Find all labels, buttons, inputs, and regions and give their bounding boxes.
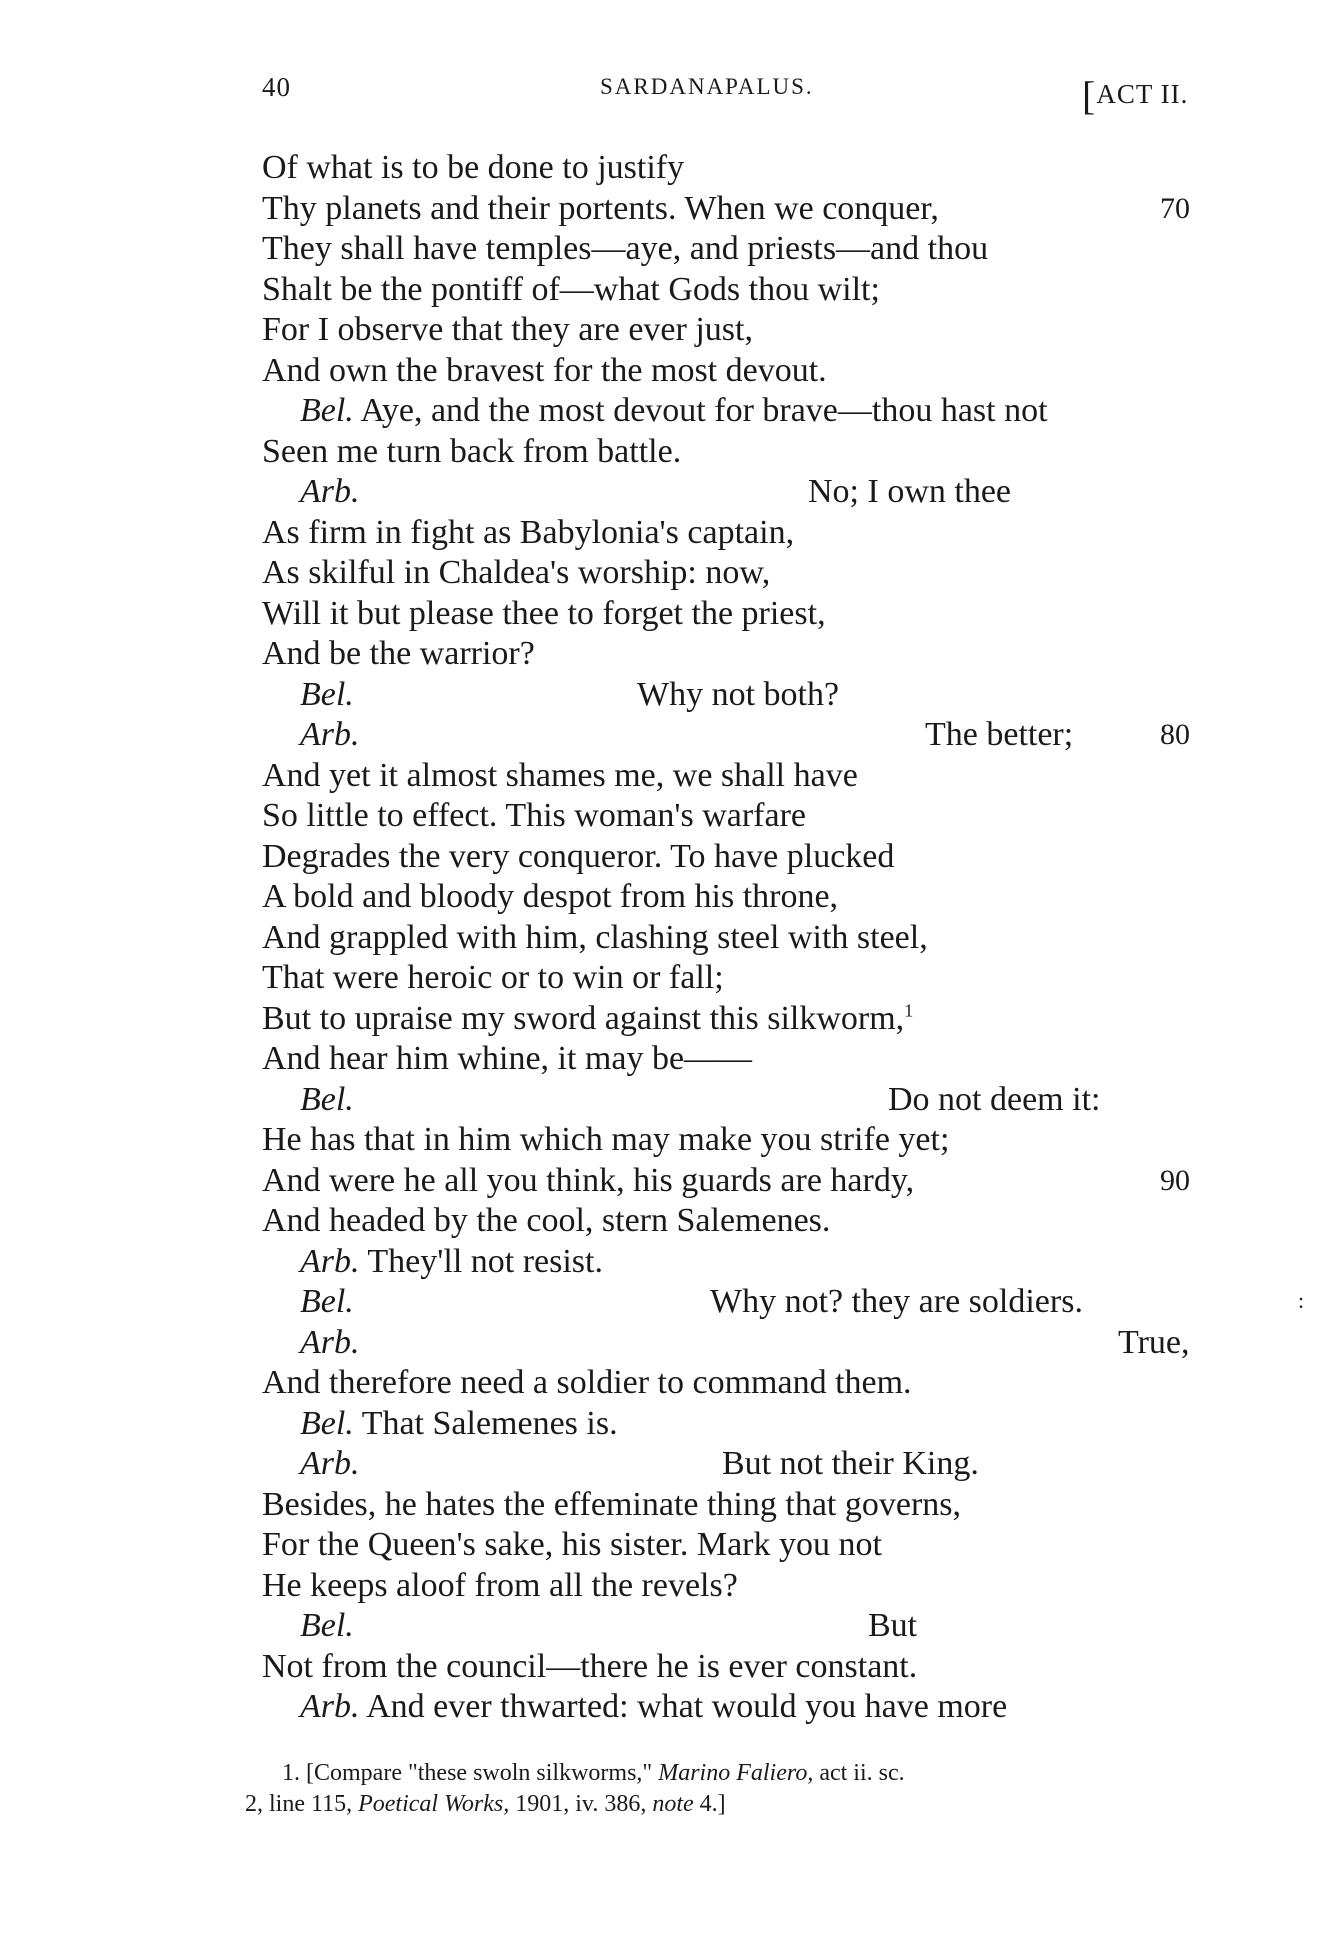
- verse-line: [0, 229, 1329, 270]
- verse-line: [0, 1444, 1329, 1485]
- line-text: And ever thwarted: what would you have more: [359, 1688, 1008, 1725]
- verse-text: [300, 1282, 354, 1323]
- verse-text: [262, 148, 684, 189]
- verse-text: [262, 1161, 914, 1202]
- verse-line: [0, 837, 1329, 878]
- footnote-text: [Compare "these swoln silkworms,": [300, 1760, 659, 1786]
- running-header: [0, 72, 1329, 118]
- verse-text: [262, 1647, 917, 1688]
- verse-text: [262, 351, 827, 392]
- line-number: 70: [1160, 191, 1190, 225]
- verse-line: [0, 715, 1329, 756]
- verse-line: [0, 1282, 1329, 1323]
- verse-text: [262, 1039, 752, 1080]
- verse-text: [300, 1687, 1007, 1728]
- verse-line: [0, 513, 1329, 554]
- margin-mark: :: [1298, 1288, 1305, 1313]
- verse-line: [0, 1525, 1329, 1566]
- verse-line: [0, 877, 1329, 918]
- footnote-text: 1901, iv. 386,: [509, 1791, 653, 1817]
- line-text: Seen me turn back from battle.: [262, 432, 682, 470]
- line-text: Besides, he hates the effeminate thing that governs,: [262, 1485, 962, 1523]
- verse-text: [300, 1606, 354, 1647]
- speaker-name: Arb.: [300, 473, 360, 510]
- line-text: And grappled with him, clashing steel with steel,: [262, 918, 928, 956]
- line-text: And yet it almost shames me, we shall have: [262, 756, 858, 794]
- speaker-name: Bel.: [300, 392, 354, 429]
- line-text: So little to effect. This woman's warfare: [262, 797, 806, 834]
- verse-line: [0, 1039, 1329, 1080]
- line-text: Aye, and the most devout for brave—thou hast not: [353, 392, 1048, 429]
- footnote-text: act ii. sc.: [813, 1760, 905, 1786]
- verse-text: [262, 310, 753, 351]
- line-text: Of what is to be done to justify: [262, 149, 685, 186]
- line-text: But to upraise my sword against this silkworm,: [262, 999, 905, 1037]
- verse-line: [0, 1404, 1329, 1445]
- verse-text: [262, 877, 838, 918]
- split-line-text: No; I own thee: [808, 473, 1012, 510]
- split-line-text: But not their King.: [722, 1445, 979, 1482]
- verse-text: [262, 594, 826, 635]
- verse-line: [0, 1080, 1329, 1121]
- verse-text: [300, 1080, 354, 1121]
- speaker-name: Arb.: [300, 1445, 360, 1482]
- verse-text: [262, 634, 535, 675]
- verse-text: [300, 1404, 618, 1445]
- verse-line: [0, 351, 1329, 392]
- footnote-line: [0, 1758, 1329, 1789]
- verse-line: [0, 1363, 1329, 1404]
- verse-text: [262, 958, 724, 999]
- verse-line: [0, 756, 1329, 797]
- verse-text: [262, 837, 894, 878]
- verse-text: [300, 715, 360, 756]
- line-text: Shalt be the pontiff of—what Gods thou wilt;: [262, 270, 880, 308]
- verse-text: [262, 1120, 949, 1161]
- verse-text: [262, 918, 928, 959]
- line-text: As firm in fight as Babylonia's captain,: [262, 513, 795, 551]
- verse-text: [262, 1525, 882, 1566]
- line-text: And headed by the cool, stern Salemenes.: [262, 1202, 831, 1239]
- line-number: 90: [1160, 1163, 1190, 1197]
- verse-text: [262, 1363, 912, 1404]
- verse-line: [0, 1242, 1329, 1283]
- speaker-name: Bel.: [300, 675, 354, 713]
- verse-text: [262, 1485, 961, 1526]
- line-text: He keeps aloof from all the revels?: [262, 1566, 738, 1604]
- verse-text: [262, 229, 988, 270]
- split-line-text: Why not? they are soldiers.: [710, 1283, 1083, 1320]
- line-text: Not from the council—there he is ever constant.: [262, 1647, 918, 1685]
- line-text: And be the warrior?: [262, 635, 535, 672]
- verse-text: [300, 472, 360, 513]
- act-label: [ACT II.: [1082, 73, 1189, 118]
- split-line-text: The better;: [925, 716, 1074, 753]
- verse-line: [0, 1647, 1329, 1688]
- verse-text: [300, 1242, 603, 1283]
- verse-line: [0, 1485, 1329, 1526]
- verse-block: [0, 148, 1329, 1728]
- line-text: Degrades the very conqueror. To have plucked: [262, 837, 895, 875]
- line-text: They'll not resist.: [359, 1242, 603, 1280]
- verse-line: [0, 796, 1329, 837]
- line-text: He has that in him which may make you strife yet;: [262, 1121, 950, 1158]
- line-text: Thy planets and their portents. When we conquer,: [262, 189, 939, 227]
- verse-line: [0, 472, 1329, 513]
- split-line-text: True,: [1118, 1323, 1190, 1361]
- footnote-line: [0, 1789, 1329, 1820]
- verse-line: [0, 1566, 1329, 1607]
- footnote-work-title: Marino Faliero,: [658, 1760, 814, 1786]
- line-text: That were heroic or to win or fall;: [262, 959, 724, 996]
- verse-text: [262, 270, 880, 311]
- split-line-text: Do not deem it:: [888, 1080, 1101, 1118]
- verse-text: [300, 1323, 360, 1364]
- verse-text: [262, 189, 939, 230]
- verse-line: [0, 1120, 1329, 1161]
- verse-line: [0, 148, 1329, 189]
- verse-text: [262, 432, 681, 473]
- line-text: And were he all you think, his guards are hardy,: [262, 1161, 915, 1199]
- line-text: As skilful in Chaldea's worship: now,: [262, 554, 771, 591]
- verse-text: [262, 1566, 738, 1607]
- verse-line: [0, 999, 1329, 1040]
- line-number: 80: [1160, 718, 1190, 751]
- split-line-text: Why not both?: [637, 675, 840, 713]
- footnote-work-title: Poetical Works,: [358, 1791, 510, 1817]
- verse-text: [300, 391, 1048, 432]
- verse-text: [300, 675, 354, 716]
- split-line-text: But: [868, 1607, 918, 1644]
- verse-line: [0, 918, 1329, 959]
- verse-line: [0, 594, 1329, 635]
- verse-line: [0, 1606, 1329, 1647]
- verse-line: [0, 432, 1329, 473]
- verse-line: [0, 634, 1329, 675]
- verse-line: [0, 1201, 1329, 1242]
- verse-line: [0, 1161, 1329, 1202]
- verse-line: [0, 553, 1329, 594]
- page-number: 40: [262, 72, 291, 102]
- verse-line: [0, 675, 1329, 716]
- footnote-ref[interactable]: 1: [904, 1000, 914, 1021]
- verse-line: [0, 391, 1329, 432]
- line-text: For the Queen's sake, his sister. Mark you not: [262, 1526, 882, 1563]
- speaker-name: Bel.: [300, 1283, 354, 1320]
- footnote-text: 2, line 115,: [245, 1791, 359, 1817]
- verse-text: [262, 1201, 830, 1242]
- speaker-name: Arb.: [300, 716, 360, 753]
- speaker-name: Bel.: [300, 1080, 354, 1118]
- verse-text: [262, 513, 794, 554]
- line-text: They shall have temples—aye, and priests—and thou: [262, 230, 989, 267]
- verse-text: [262, 553, 770, 594]
- verse-line: [0, 310, 1329, 351]
- line-text: And therefore need a soldier to command them.: [262, 1364, 912, 1401]
- line-text: That Salemenes is.: [353, 1404, 618, 1442]
- verse-line: [0, 189, 1329, 230]
- running-title: SARDANAPALUS.: [600, 74, 814, 99]
- speaker-name: Bel.: [300, 1607, 354, 1644]
- footnote-note-label: note: [652, 1791, 694, 1817]
- verse-text: [300, 1444, 360, 1485]
- line-text: A bold and bloody despot from his throne,: [262, 878, 839, 915]
- line-text: Will it but please thee to forget the priest,: [262, 594, 826, 632]
- line-text: And own the bravest for the most devout.: [262, 351, 827, 389]
- verse-text: [262, 796, 806, 837]
- speaker-name: Arb.: [300, 1242, 360, 1280]
- line-text: For I observe that they are ever just,: [262, 311, 753, 348]
- speaker-name: Arb.: [300, 1688, 360, 1725]
- verse-line: [0, 1323, 1329, 1364]
- verse-line: [0, 270, 1329, 311]
- verse-text: [262, 756, 858, 797]
- footnote-text: 4.]: [693, 1791, 726, 1817]
- verse-text: [262, 999, 913, 1040]
- footnote-marker: 1.: [282, 1760, 300, 1786]
- speaker-name: Bel.: [300, 1404, 354, 1442]
- footnote: [0, 1758, 1329, 1820]
- verse-line: [0, 1687, 1329, 1728]
- speaker-name: Arb.: [300, 1323, 360, 1361]
- line-text: And hear him whine, it may be——: [262, 1040, 753, 1077]
- verse-line: [0, 958, 1329, 999]
